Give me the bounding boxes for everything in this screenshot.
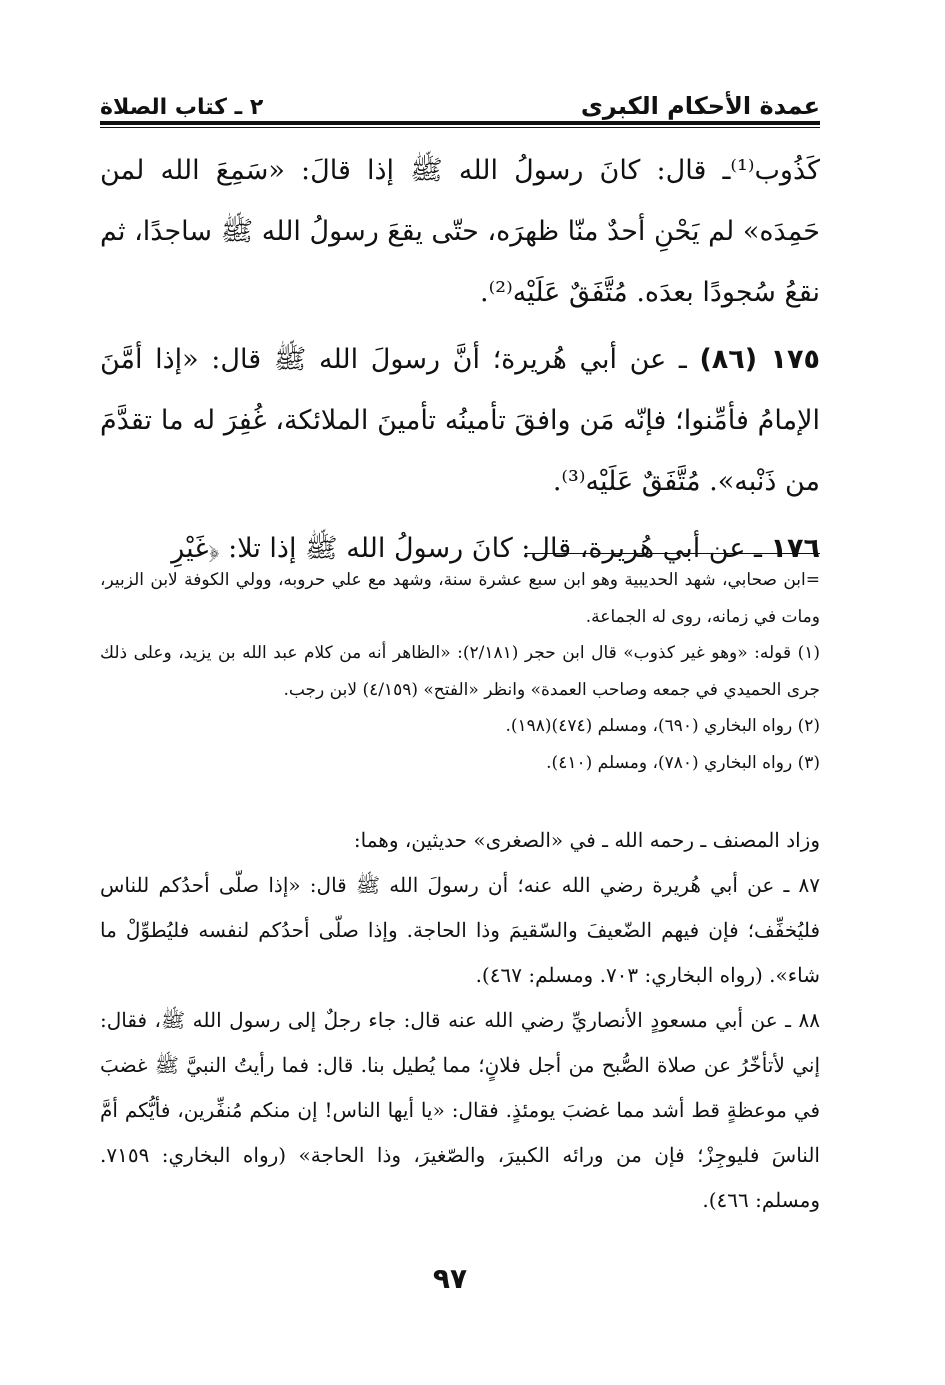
footnote-continued: =ابن صحابي، شهد الحديبية وهو ابن سبع عشرة سنة، وشهد مع علي حروبه، وولي الكوفة لابن الزبير، ومات في زمانه، روى له الجماعة. (100, 570, 820, 627)
addendum-text (100, 818, 820, 1223)
hadith-number: ١٧٥ (٨٦) (699, 344, 820, 375)
main-text (100, 140, 820, 579)
page-number: ٩٧ (432, 1262, 468, 1295)
footnote-2: (٢) رواه البخاري (٦٩٠)، ومسلم (٤٧٤)(١٩٨). (505, 716, 820, 736)
footnote-separator (525, 553, 820, 554)
paragraph-hadith-174-end: كَذُوب⁽¹⁾ـ قال: كانَ رسولُ الله ﷺ إذا قالَ: «سَمِعَ الله لمن حَمِدَه» لم يَحْنِ أحدٌ منّا ظهرَه، حتّى يقعَ رسولُ الله ﷺ ساجدًا، ثم نقعُ سُجودًا بعدَه. مُتَّفَقٌ عَلَيْه⁽²⁾. (100, 155, 820, 308)
addendum-hadith-87: ٨٧ ـ عن أبي هُريرة رضي الله عنه؛ أن رسولَ الله ﷺ قال: «إذا صلّى أحدُكم للناس فليُخفِّف؛ فإن فيهم الضّعيفَ والسّقيمَ وذا الحاجة. وإذا صلّى أحدُكم لنفسه فليُطوِّلْ ما شاء». (رواه البخاري: ٧٠٣. ومسلم: ٤٦٧). (100, 873, 820, 987)
footnote-1: (١) قوله: «وهو غير كذوب» قال ابن حجر (٢/١٨١): «الظاهر أنه من كلام عبد الله بن يزيد، وعلى ذلك جرى الحميدي في جمعه وصاحب العمدة» وانظر «الفتح» (٤/١٥٩) لابن رجب. (100, 643, 821, 700)
addendum-hadith-88: ٨٨ ـ عن أبي مسعودٍ الأنصاريِّ رضي الله عنه قال: جاء رجلٌ إلى رسول الله ﷺ، فقال: إني لأتأخّرُ عن صلاة الصُّبح من أجل فلانٍ؛ مما يُطيل بنا. قال: فما رأيتُ النبيَّ ﷺ غضبَ في موعظةٍ قط أشد مما غضبَ يومئذٍ. فقال: «يا أيها الناس! إن منكم مُنفِّرين، فأيُّكم أمَّ الناسَ فليوجِزْ؛ فإن من ورائه الكبيرَ، والصّغيرَ، وذا الحاجة» (رواه البخاري: ٧١٥٩. ومسلم: ٤٦٦). (100, 1008, 820, 1212)
footnotes (100, 562, 820, 781)
paragraph-hadith-175 (100, 329, 820, 512)
footnote-3: (٣) رواه البخاري (٧٨٠)، ومسلم (٤١٠). (546, 752, 820, 773)
header-rule (100, 121, 820, 128)
hadith-text: ـ عن أبي هُريرة، قال: كانَ رسولُ الله ﷺ إذا تلا: ﴿غَيْرِ (171, 533, 762, 564)
chapter-title: ٢ ـ كتاب الصلاة (100, 95, 264, 120)
addendum-intro: وزاد المصنف ـ رحمه الله ـ في «الصغرى» حديثين، وهما: (353, 828, 820, 852)
hadith-text: ـ عن أبي هُريرة؛ أنَّ رسولَ الله ﷺ قال: «إذا أمَّنَ الإمامُ فأمِّنوا؛ فإنّه مَن وافقَ تأمينُه تأمينَ الملائكة، غُفِرَ له ما تقدَّمَ من ذَنْبه». مُتَّفَقٌ عَلَيْه⁽³⁾. (100, 344, 820, 497)
hadith-number: ١٧٦ (770, 533, 820, 564)
book-title: عمدة الأحكام الكبرى (580, 92, 820, 120)
running-header (100, 78, 820, 120)
